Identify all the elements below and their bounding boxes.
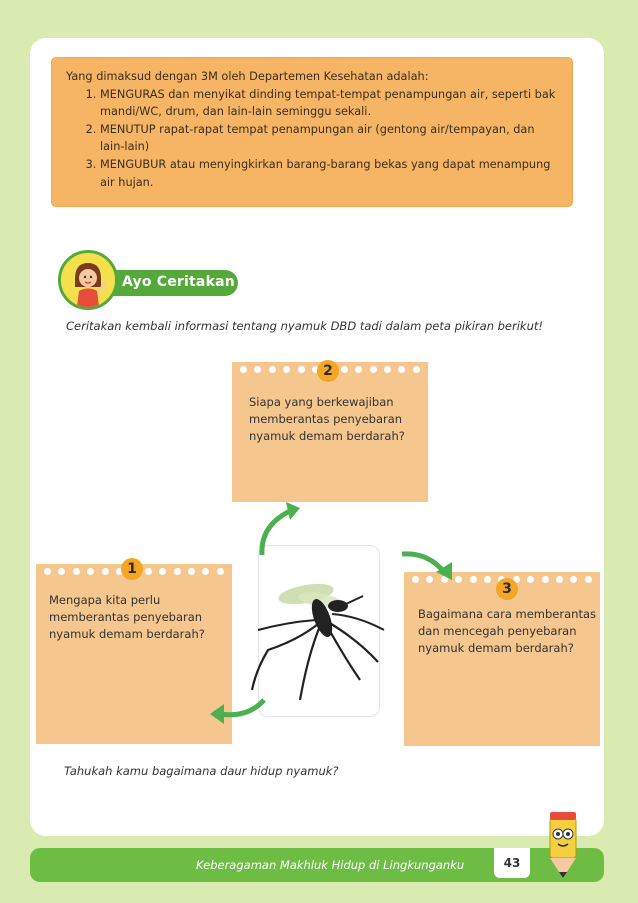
info-box-3m xyxy=(52,58,572,206)
info-intro: Yang dimaksud dengan 3M oleh Departemen Kesehatan adalah: xyxy=(66,70,429,83)
bottom-question: Tahukah kamu bagaimana daur hidup nyamuk? xyxy=(64,764,339,778)
note-2-badge: 2 xyxy=(317,360,339,382)
section-label: Ayo Ceritakan xyxy=(122,274,235,290)
info-item-1: 1. MENGURAS dan menyikat dinding tempat-tempat penampungan air, seperti bak mandi/WC, drum, dan lain-lain seminggu sekali. xyxy=(100,86,560,121)
pencil-mascot-icon xyxy=(538,810,588,882)
note-1-text: Mengapa kita perlu memberantas penyebaran nyamuk demam berdarah? xyxy=(49,593,205,641)
note-2-text: Siapa yang berkewajiban memberantas penyebaran nyamuk demam berdarah? xyxy=(249,395,405,443)
page-number: 43 xyxy=(503,856,521,870)
note-3-text: Bagaimana cara memberantas dan mencegah penyebaran nyamuk demam berdarah? xyxy=(418,607,596,655)
note-3-badge: 3 xyxy=(496,578,518,600)
section-heading xyxy=(58,250,240,310)
arrow-icon xyxy=(208,690,268,730)
info-text xyxy=(66,68,560,191)
girl-avatar-icon xyxy=(58,250,118,310)
instruction-text: Ceritakan kembali informasi tentang nyamuk DBD tadi dalam peta pikiran berikut! xyxy=(66,319,544,333)
arrow-icon xyxy=(252,500,302,560)
info-item-3: 3. MENGUBUR atau menyingkirkan barang-barang bekas yang dapat menampung air hujan. xyxy=(100,156,560,191)
info-item-2: 2. MENUTUP rapat-rapat tempat penampungan air (gentong air/tempayan, dan lain-lain) xyxy=(100,121,560,156)
note-1-badge: 1 xyxy=(121,558,143,580)
footer-title: Keberagaman Makhluk Hidup di Lingkunganku xyxy=(196,858,465,872)
info-list xyxy=(66,86,560,192)
arrow-icon xyxy=(398,546,458,586)
page-number-tab xyxy=(494,848,530,878)
note-1 xyxy=(36,564,232,744)
